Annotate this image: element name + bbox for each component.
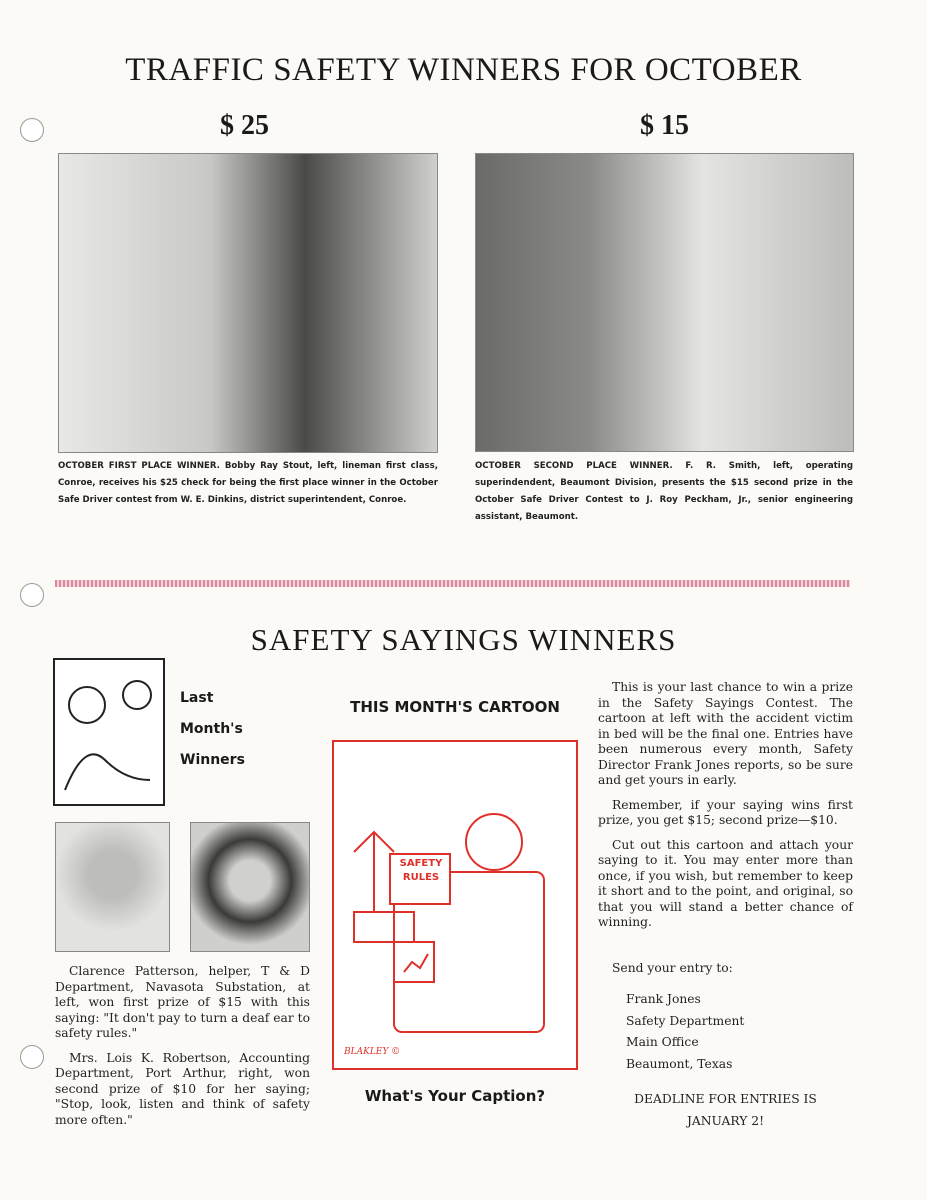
first-prize-amount: $ 25	[220, 110, 269, 141]
address-line: Safety Department	[626, 1013, 745, 1028]
paragraph: This is your last chance to win a prize in the Safety Sayings Contest. The cartoon at left with the accident victim in bed will be the final one. Entries have been numerous every month, Safety Director Frank Jones reports, so be sure and get yours in early.	[598, 680, 853, 787]
page-title: TRAFFIC SAFETY WINNERS FOR OCTOBER	[125, 52, 802, 88]
binder-hole	[20, 583, 44, 607]
safety-rules-sign: SAFETY RULES	[399, 858, 443, 883]
second-place-photo	[475, 153, 854, 452]
cartoon-frame	[332, 740, 578, 1070]
binder-hole	[20, 1045, 44, 1069]
last-month-winners-label	[180, 683, 245, 776]
contest-text	[598, 680, 853, 940]
winners-text	[55, 964, 310, 1137]
deadline-line: JANUARY 2!	[686, 1114, 765, 1128]
send-entry-label: Send your entry to:	[612, 961, 733, 975]
second-place-caption: OCTOBER SECOND PLACE WINNER. F. R. Smith, left, operating superindendent, Beaumont Division, presents the $15 second prize in the October Safe Driver Contest to J. Roy Peckham, Jr., senior engineering assistant, Beaumont.	[475, 461, 853, 522]
address-line: Frank Jones	[626, 992, 701, 1006]
address-line: Main Office	[626, 1035, 699, 1049]
cartoon-drawing	[334, 742, 576, 1068]
section-divider	[55, 580, 850, 587]
first-place-photo	[58, 153, 438, 453]
second-prize-amount: $ 15	[640, 110, 689, 141]
label-line: Winners	[180, 752, 245, 768]
label-line: Last	[180, 690, 214, 706]
mailing-address	[626, 989, 744, 1075]
cartoonist-signature: BLAKLEY ©	[344, 1047, 401, 1057]
address-line: Beaumont, Texas	[626, 1056, 733, 1071]
clarence-patterson-photo	[55, 822, 170, 952]
first-place-caption: OCTOBER FIRST PLACE WINNER. Bobby Ray Stout, left, lineman first class, Conroe, receives his $25 check for being the first place winner in the October Safe Driver contest from W. E. Dinkins, district superintendent, Conroe.	[58, 461, 438, 505]
paragraph: Cut out this cartoon and attach your saying to it. You may enter more than once, if you wish, but remember to keep it short and to the point, and original, so that you will stand a better chance of winning.	[598, 837, 853, 929]
deadline-notice	[598, 1088, 853, 1132]
paragraph: Remember, if your saying wins first prize, you get $15; second prize—$10.	[598, 797, 853, 827]
label-line: Month's	[180, 721, 243, 737]
lois-robertson-photo	[190, 822, 310, 952]
last-month-cartoon	[53, 658, 165, 806]
section-title: SAFETY SAYINGS WINNERS	[250, 622, 677, 657]
first-winner-text: Clarence Patterson, helper, T & D Department, Navasota Substation, at left, won first prize of $15 with this saying: "It don't pay to turn a deaf ear to safety rules."	[55, 964, 310, 1040]
second-winner-text: Mrs. Lois K. Robertson, Accounting Department, Port Arthur, right, won second prize of $10 for her saying; "Stop, look, listen and think of safety more often."	[55, 1050, 310, 1127]
deadline-line: DEADLINE FOR ENTRIES IS	[634, 1092, 817, 1106]
caption-prompt: What's Your Caption?	[364, 1087, 546, 1105]
cartoon-heading: THIS MONTH'S CARTOON	[350, 698, 560, 716]
binder-hole	[20, 118, 44, 142]
